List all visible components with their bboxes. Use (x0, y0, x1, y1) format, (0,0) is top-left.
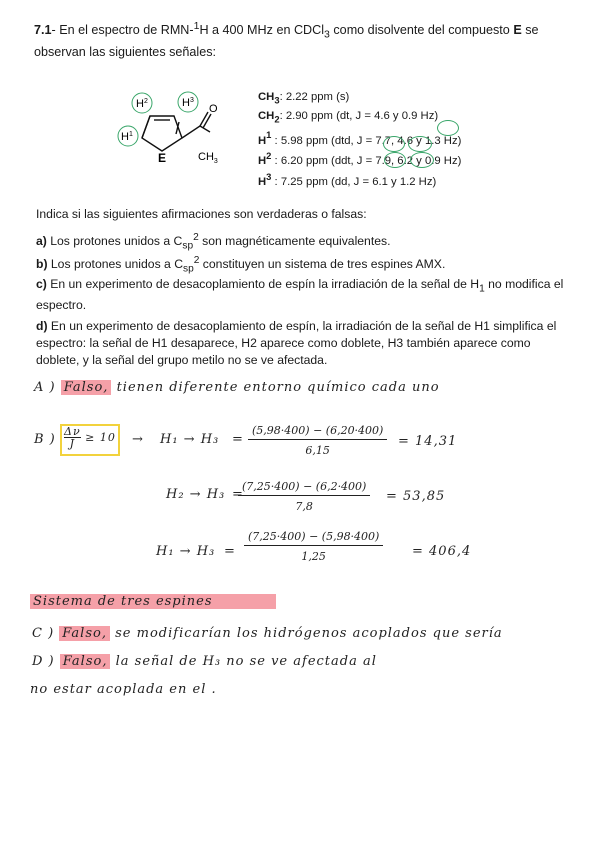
signal-h1: $H^1$ : 5.98 ppm (dtd, J = 7.7, 4.6 y 1.3 Hz) (258, 129, 462, 147)
equation-2-result: = 53,85 (386, 489, 446, 504)
label-h2: $H^2$ (136, 98, 148, 110)
arrow-icon: → (132, 432, 144, 447)
question-d: d) En un experimento de desacoplamiento de espín, la irradiación de la señal de H1 simplifica el espectro: la señal de H1 desaparece, H2 aparece como doblete, H3 también aparece como doblete, y la señal del grupo metilo no se ve afectada. (36, 319, 557, 367)
equation-1-fraction: $\frac{(5,98\cdot 400) - (6,20\cdot 400)}{6,15}$ (248, 424, 387, 457)
criterion-box: $\frac{\Delta\nu}{J}$ ≥ 10 (60, 424, 120, 456)
problem-number: 7.1 (34, 23, 52, 38)
problem-statement: 7.1- En el espectro de RMN-$^1$H a 400 MHz en CDCl$_3$ como disolvente del compuesto E se observan las siguientes señales: (34, 20, 539, 59)
equation-1-result: = 14,31 (398, 434, 458, 449)
equals-sign: = (224, 544, 236, 559)
annotation-circle (410, 152, 434, 168)
annotation-circle (384, 152, 406, 168)
equals-sign: = (232, 432, 244, 447)
answer-c-verdict: Falso, (59, 626, 110, 641)
equation-3-result: = 406,4 (412, 544, 472, 559)
annotation-circle (408, 136, 432, 152)
equals-sign: = (232, 487, 244, 502)
answer-a-verdict: Falso, (61, 380, 112, 395)
label-methyl: $CH_3$ (198, 151, 218, 165)
answer-d: D ) Falso, la señal de H₃ no se ve afectada al (32, 654, 377, 669)
answer-a: A ) Falso, tienen diferente entorno químico cada uno (34, 380, 440, 395)
answer-d-verdict: Falso, (60, 654, 111, 669)
label-compound: E (158, 151, 167, 165)
equation-2-fraction: $\frac{(7,25\cdot 400) - (6,2\cdot 400)}{7,8}$ (238, 480, 370, 513)
annotation-circle (383, 136, 405, 152)
equation-3-fraction: $\frac{(7,25\cdot 400) - (5,98\cdot 400)}{1,25}$ (244, 530, 383, 563)
answer-d-continued: no estar acoplada en el . (30, 682, 217, 697)
annotation-circle (437, 120, 459, 136)
question-b: b) Los protones unidos a $C_{sp}^2$ constituyen un sistema de tres espines AMX. (36, 255, 446, 275)
signal-h2: $H^2$ : 6.20 ppm (ddt, J = 7.9, 6.2 y 0.9 Hz) (258, 150, 462, 168)
questions-prompt: Indica si las siguientes afirmaciones son verdaderas o falsas: (36, 207, 367, 221)
question-c: c) En un experimento de desacoplamiento de espín la irradiación de la señal de $H_1$ no modifica el espectro. (36, 277, 564, 313)
answer-b-label: B ) (34, 432, 56, 447)
question-a: a) Los protones unidos a $C_{sp}^2$ son magnéticamente equivalentes. (36, 232, 391, 252)
nmr-signals (258, 89, 461, 190)
signal-ch2: $CH_2$: 2.90 ppm (dt, J = 4.6 y 0.9 Hz) (258, 110, 439, 125)
equation-3-lhs: H₁ → H₃ (156, 544, 216, 559)
label-h1: $H^1$ (121, 131, 133, 143)
answer-c: C ) Falso, se modificarían los hidrógenos acoplados que sería (32, 626, 503, 641)
answer-b-conclusion: Sistema de tres espines (30, 594, 276, 609)
signal-ch3: $CH_3$: 2.22 ppm (s) (258, 91, 350, 106)
compound-structure (110, 88, 240, 168)
equation-2-lhs: H₂ → H₃ (166, 487, 226, 502)
label-h3: $H^3$ (182, 97, 194, 109)
signal-h3: $H^3$ : 7.25 ppm (dd, J = 6.1 y 1.2 Hz) (258, 171, 437, 188)
equation-1-lhs: H₁ → H₃ (160, 432, 220, 447)
label-oxygen: O (209, 103, 218, 115)
